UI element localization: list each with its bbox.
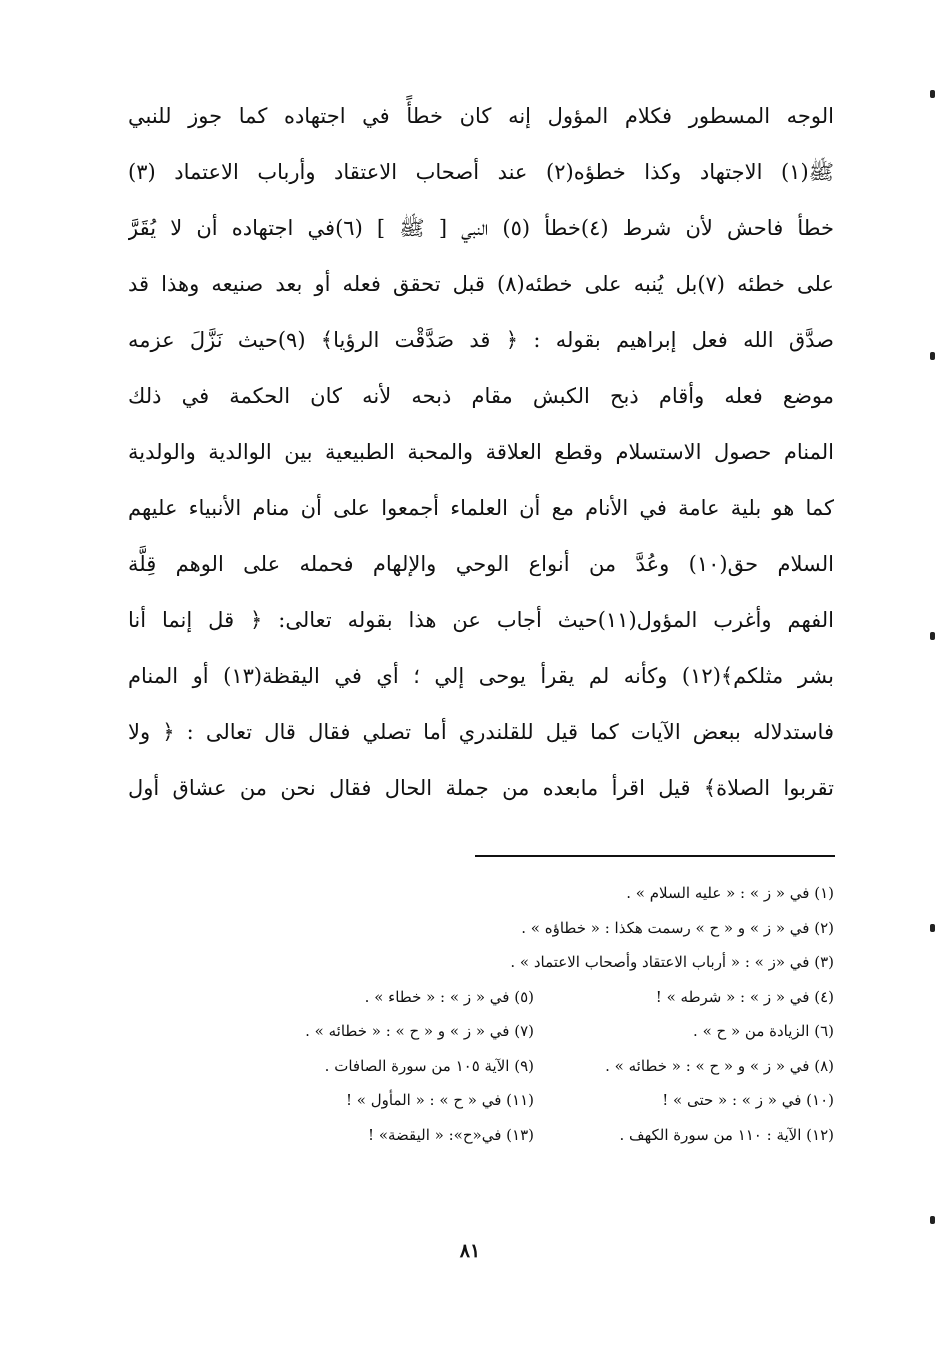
text-line: على خطئه (٧)بل يُنبه على خطئه(٨) قبل تحقق فعله أو بعد صنيعه وهذا قد	[128, 272, 834, 296]
text-line: موضع فعله وأقام ذبح الكبش مقام ذبحه لأنه كان الحكمة في ذلك	[128, 384, 834, 408]
text-line: المنام حصول الاستسلام وقطع العلاقة والمحبة الطبيعية بين الوالدية والولدية	[128, 440, 834, 464]
footnote-row	[200, 980, 834, 1015]
footnote: (٧) في « ز » و « ح » : « خطائه » .	[305, 1022, 534, 1040]
text-line: بشر مثلكم﴾(١٢) وكأنه لم يقرأ يوحى إلي ؛ أي في اليقظة(١٣) أو المنام	[128, 664, 834, 688]
footnote: (٦) الزيادة من « ح » .	[693, 1022, 834, 1040]
text-line: صدَّق الله فعل إبراهيم بقوله : ﴿ قد صَدَّقْت الرؤيا﴾ (٩)حيث نَزَّلَ عزمه	[128, 328, 834, 352]
main-text	[128, 88, 834, 816]
footnote: (٩) الآية ١٠٥ من سورة الصافات .	[324, 1056, 534, 1075]
footnote: (٢) في « ز » و « ح » رسمت هكذا : « خطاؤه » .	[521, 918, 834, 937]
footnote: (٥) في « ز » : « خطاء » .	[364, 987, 534, 1006]
scan-mark	[930, 924, 935, 932]
footnote: (٨) في « ز » و « ح » : « خطائه » .	[605, 1056, 834, 1075]
footnote: (١٣) في«ح»: « اليقضة» !	[368, 1125, 534, 1144]
footnote-row	[200, 1049, 834, 1084]
footnote-row	[200, 1083, 834, 1118]
page-number: ٨١	[459, 1240, 481, 1262]
footnote: (١٢) الآية : ١١٠ من سورة الكهف .	[619, 1125, 834, 1144]
footnote: (١١) في « ح » : « المأول » !	[345, 1091, 534, 1109]
footnote: (٤) في « ز » : « شرطه » !	[655, 987, 834, 1006]
text-line: ﷺ(١) الاجتهاد وكذا خطؤه(٢) عند أصحاب الاعتقاد وأرباب الاعتماد (٣)	[128, 160, 834, 184]
text-line: الفهم وأغرب المؤول(١١)حيث أجاب عن هذا بقوله تعالى: ﴿ قل إنما أنا	[128, 608, 834, 632]
text-line: فاستدلاله ببعض الآيات كما قيل للقلندري أما تصلي فقال قال تعالى : ﴿ ولا	[128, 720, 834, 744]
scan-mark	[930, 352, 935, 360]
scan-mark	[930, 1216, 935, 1224]
scan-mark	[930, 90, 935, 98]
footnote-row	[200, 1118, 834, 1153]
footnote-row	[200, 1014, 834, 1049]
scan-mark	[930, 632, 935, 640]
footnote: (١٠) في « ز » : « حتى » !	[662, 1091, 834, 1109]
text-line: تقربوا الصلاة﴾ قيل اقرأ مابعده من جملة الحال فقال نحن من عشاق أول	[128, 776, 834, 800]
text-line: خطأ فاحش لأن شرط (٤)خطأ (٥) النبي [ ﷺ ] (٦)في اجتهاده أن لا يُقَرَّ	[128, 216, 834, 240]
footnote: (١) في « ز » : « عليه السلام » .	[626, 884, 834, 902]
text-line: كما هو بلية عامة في الأنام مع أن العلماء أجمعوا على أن منام الأنبياء عليهم	[128, 496, 834, 520]
footnote: (٣) في «ز » : « أرباب الاعتقاد وأصحاب الاعتماد » .	[510, 953, 834, 971]
text-line: السلام حق(١٠) وعُدَّ من أنواع الوحي والإلهام فحمله على الوهم قِلَّة	[128, 552, 834, 576]
footnotes	[200, 876, 834, 1152]
text-line: الوجه المسطور فكلام المؤول إنه كان خطأً في اجتهاده كما جوز للنبي	[128, 104, 834, 128]
footnote-separator	[475, 855, 835, 857]
